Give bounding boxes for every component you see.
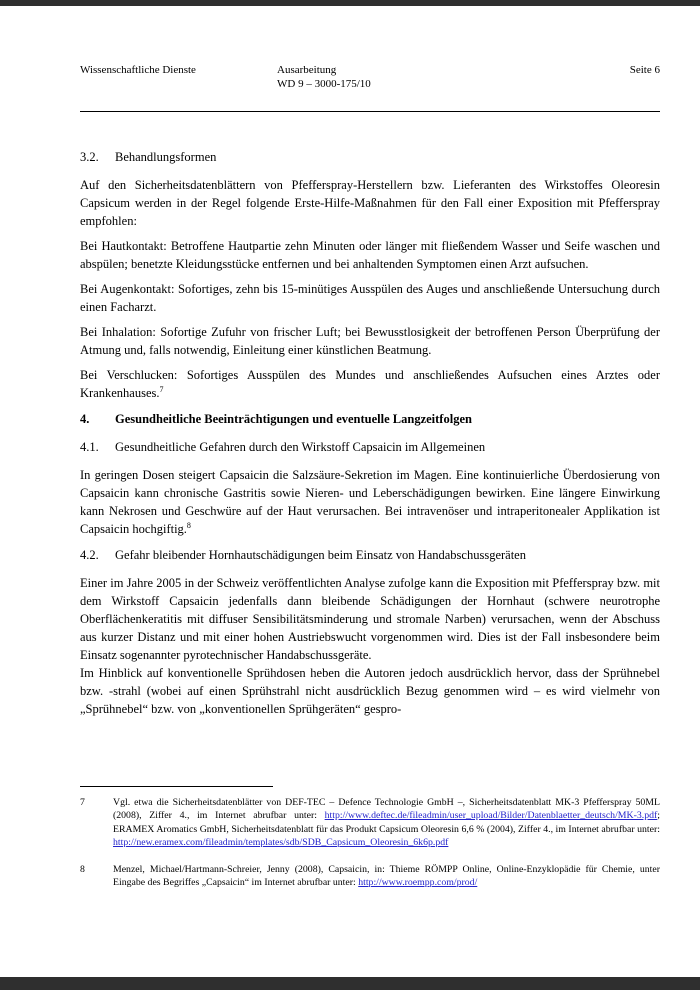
- footnote-text: Vgl. etwa die Sicherheitsdatenblätter von DEF-TEC – Defence Technologie GmbH –, Sicherheitsdatenblatt MK-3 Pfefferspray 50ML (2008), Ziffer 4., im Internet abrufbar unter:: [113, 797, 660, 822]
- footnote-link-eramex[interactable]: http://new.eramex.com/fileadmin/templates/sdb/SDB_Capsicum_Oleoresin_6k6p.pdf: [113, 837, 449, 849]
- section-title: Gesundheitliche Gefahren durch den Wirkstoff Capsaicin im Allgemeinen: [115, 440, 486, 454]
- paragraph-intro: Auf den Sicherheitsdatenblättern von Pfefferspray-Herstellern bzw. Lieferanten des Wirkstoffes Oleoresin Capsicum werden in der Regel folgende Erste-Hilfe-Maßnahmen für den Fall einer Exposition mit Pfefferspray empfohlen:: [80, 178, 660, 228]
- page-edge-bottom: [0, 977, 700, 990]
- paragraph-verschlucken: [80, 366, 660, 402]
- footnote-number: 8: [80, 863, 85, 875]
- section-number: 4.1.: [80, 440, 99, 454]
- section-heading-4: [80, 410, 660, 428]
- header-organization: Wissenschaftliche Dienste: [80, 64, 196, 76]
- footnote-link-roempp[interactable]: http://www.roempp.com/prod/: [358, 877, 478, 889]
- paragraph-hautkontakt: Bei Hautkontakt: Betroffene Hautpartie zehn Minuten oder länger mit fließendem Wasser und Seife waschen und abspülen; benetzte Kleidungsstücke entfernen und bei anhaltenden Symptomen einen Arzt aufsuchen.: [80, 239, 660, 271]
- section-number: 4.2.: [80, 548, 99, 562]
- section-title: Behandlungsformen: [115, 150, 217, 164]
- section-title: Gefahr bleibender Hornhautschädigungen beim Einsatz von Handabschussgeräten: [115, 548, 526, 562]
- section-heading-3-2: [80, 148, 660, 166]
- paragraph-hornhaut-1: Einer im Jahre 2005 in der Schweiz veröffentlichten Analyse zufolge kann die Exposition mit Pfefferspray bzw. mit dem Wirkstoff Capsaicin jedenfalls dann bleibende Schädigungen der Hornhaut (schwere neurotrophe Oberflächenkeratitis mit diffuser Sensibilitätsminderung und stromale Narben) verursachen, wenn der Abschuss aus kurzer Distanz und mit einer hohen Austriebswucht vorgenommen wird. Dies ist der Fall insbesondere beim Einsatz sogenannter pyrotechnischer Handabschussgeräte.: [80, 576, 660, 662]
- section-heading-4-1: [80, 438, 660, 456]
- document-header: [80, 64, 660, 91]
- header-rule: [80, 111, 660, 112]
- footnote-ref-7: 7: [159, 384, 164, 394]
- document-body: [80, 148, 660, 718]
- page-edge-top: [0, 0, 700, 6]
- header-doc-type: Ausarbeitung: [277, 64, 337, 76]
- paragraph-hornhaut-2: Im Hinblick auf konventionelle Sprühdosen heben die Autoren jedoch ausdrücklich hervor, dass der Sprühnebel bzw. -strahl (wobei auf einen Sprühstrahl nicht ausdrücklich Bezug genommen wird – es wird vielmehr von „Sprühnebel“ bzw. von „konventionellen Sprühgeräten“ gespro-: [80, 666, 660, 716]
- section-number: 4.: [80, 412, 90, 426]
- footnotes-section: [80, 786, 660, 889]
- paragraph-text: Bei Verschlucken: Sofortiges Ausspülen des Mundes und anschließendes Aufsuchen eines Arztes oder Krankenhauses.: [80, 368, 660, 400]
- header-doc-info: [277, 64, 630, 91]
- footnote-ref-8: 8: [186, 520, 191, 530]
- footnote-text: ; ERAMEX Aromatics GmbH, Sicherheitsdatenblatt für das Produkt Capsicum Oleoresin 6,6 % (2004), Ziffer 4., im Internet abrufbar unter:: [113, 810, 660, 835]
- header-doc-number: WD 9 – 3000-175/10: [277, 77, 371, 90]
- footnote-link-deftec[interactable]: http://www.deftec.de/fileadmin/user_upload/Bilder/Datenblaetter_deutsch/MK-3.pdf: [324, 810, 658, 822]
- footnote-separator: [80, 786, 273, 787]
- footnote-7: [80, 796, 660, 850]
- header-page-number: Seite 6: [629, 64, 660, 76]
- paragraph-capsaicin: [80, 466, 660, 538]
- paragraph-inhalation: Bei Inhalation: Sofortige Zufuhr von frischer Luft; bei Bewusstlosigkeit der betroffenen Person Überprüfung der Atmung und, falls notwendig, Einleitung einer künstlichen Beatmung.: [80, 325, 660, 357]
- paragraph-augenkontakt: Bei Augenkontakt: Sofortiges, zehn bis 15-minütiges Ausspülen des Auges und anschließende Untersuchung durch einen Facharzt.: [80, 282, 660, 314]
- section-number: 3.2.: [80, 150, 99, 164]
- footnote-number: 7: [80, 797, 85, 808]
- section-heading-4-2: [80, 546, 660, 564]
- section-title: Gesundheitliche Beeinträchtigungen und eventuelle Langzeitfolgen: [115, 412, 472, 426]
- footnote-text: Menzel, Michael/Hartmann-Schreier, Jenny (2008), Capsaicin, in: Thieme RÖMPP Online, Online-Enzyklopädie für Chemie, unter Eingabe des Begriffes „Capsaicin“ im Internet abrufbar unter:: [113, 863, 660, 889]
- footnote-8: [80, 863, 660, 890]
- paragraph-text: In geringen Dosen steigert Capsaicin die Salzsäure-Sekretion im Magen. Eine kontinuierliche Überdosierung von Capsaicin kann chronische Gastritis sowie Nieren- und Leberschädigungen bewirken. Eine längere Einwirkung kann Nekrosen und Geschwüre auf der Haut verursachen. Bei intravenöser und intraperitonealer Applikation ist Capsaicin hochgiftig.: [80, 468, 660, 536]
